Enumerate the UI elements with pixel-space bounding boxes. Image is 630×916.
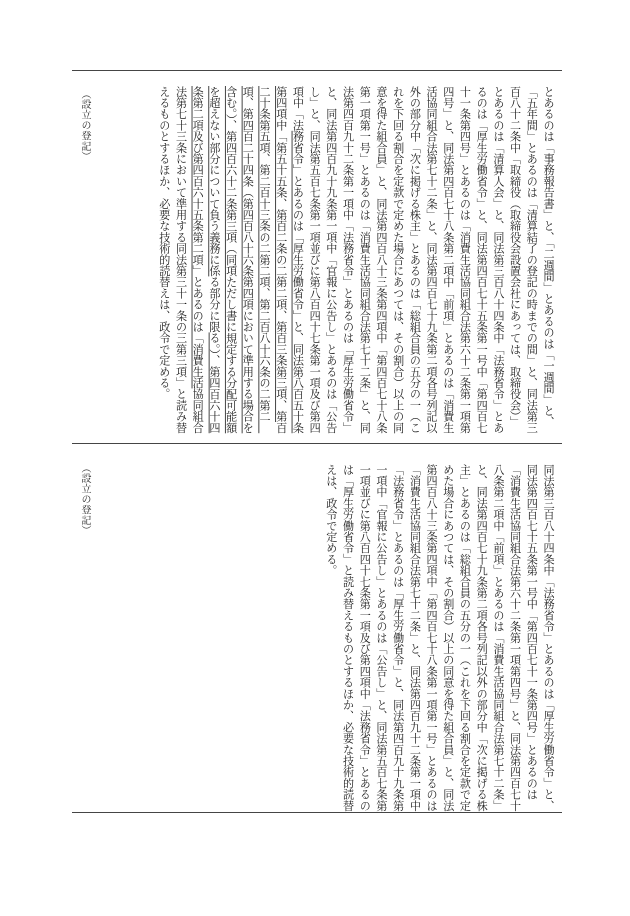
section-2-text [322, 464, 556, 812]
sideline-emphasized-text: 「第五十五条、第百二条の二第二項、第百三条第三項、第百二十条第五項、第二百十三条の二第二項、第二百八十六条の二第二項、第四百二十四条（第四百八十六条第四項において準用する場合を含む。）、第四百六十二条第三項（同項ただし書に規定する分配可能額を超えない部分について負う義務に係る部分に限る。）、第四百六十四条第二項及び第四百六十五条第二項」 [191, 86, 288, 434]
top-rule [72, 70, 562, 71]
sideline-emphasized-text: 「消費生活協同組合法第七十三条において準用する同法第三十一条の三第三項」 [174, 86, 205, 434]
text-segment: と読み替えるものとするほか、必要な技術的読替えは、政令で定める。 [157, 86, 188, 434]
text-segment: 同法第三百八十四条中「法務省令」とあるのは「厚生労働省令」と、同法第四百七十五条第一号中「第四百七十一条第四号」とあるのは「消費生活協同組合法第六十二条第一項第四号」と、同法第四百七十八条第二項中「前項」とあるのは「消費生活協同組合法第七十二条」と、同法第四百七十九条第二項各号列記以外の部分中「次に掲げる株主」とあるのは「総組合員の五分の一（これを下回る割合を定款で定めた場合にあつては、その割合）以上の同意を得た組合員」と、同法第四百八十三条第四項中「第四百七十八条第一項第一号」とあるのは「消費生活協同組合法第七十二条」と、同法第四百九十二条第一項中「法務省令」とあるのは「厚生労働省令」と、同法第四百九十九条第一項中「官報に公告し」とあるのは「公告し」と、同法第五百七条第一項並びに第八百四十七条第一項及び第四項中「法務省令」とあるのは「厚生労働省令」と読み替えるものとするほか、必要な技術的読替えは、政令で定める。 [324, 464, 555, 812]
bottom-rule [72, 812, 562, 813]
text-segment: とあるのは [191, 276, 205, 333]
middle-rule [72, 443, 562, 444]
text-segment: とあるのは「事務報告書」と、「二週間」とあるのは「一週間」と、「五年間」とあるのは「清算結了の登記の時までの間」と、同法第三百八十二条中「取締役（取締役会設置会社にあっては、取締役会）」とあるのは「清算人会」と、同法第三百八十四条中「法務省令」とあるのは「厚生労働省令」と、同法第四百七十五条第一号中「第四百七十一条第四号」とあるのは「消費生活協同組合法第六十二条第一項第四号」と、同法第四百七十八条第二項中「前項」とあるのは「消費生活協同組合法第七十二条」と、同法第四百七十九条第二項各号列記以外の部分中「次に掲げる株主」とあるのは「総組合員の五分の一（これを下回る割合を定款で定めた場合にあつては、その割合）以上の同意を得た組合員」と、同法第四百八十三条第四項中「第四百七十八条第一項第一号」とあるのは「消費生活協同組合法第七十二条」と、同法第四百九十二条第一項中「法務省令」とあるのは「厚生労働省令」と、同法第四百九十九条第一項中「官報に公告し」とあるのは「公告し」と、同法第五百七条第一項並びに第八百四十七条第一項及び第四項中「法務省令」とあるのは「厚生労働省令」と、同法第八百五十条第四項中 [274, 86, 555, 434]
section-1-registration-label: （設立の登記） [79, 89, 90, 162]
section-1-text [155, 86, 556, 434]
section-2-registration-label: （設立の登記） [79, 463, 90, 536]
